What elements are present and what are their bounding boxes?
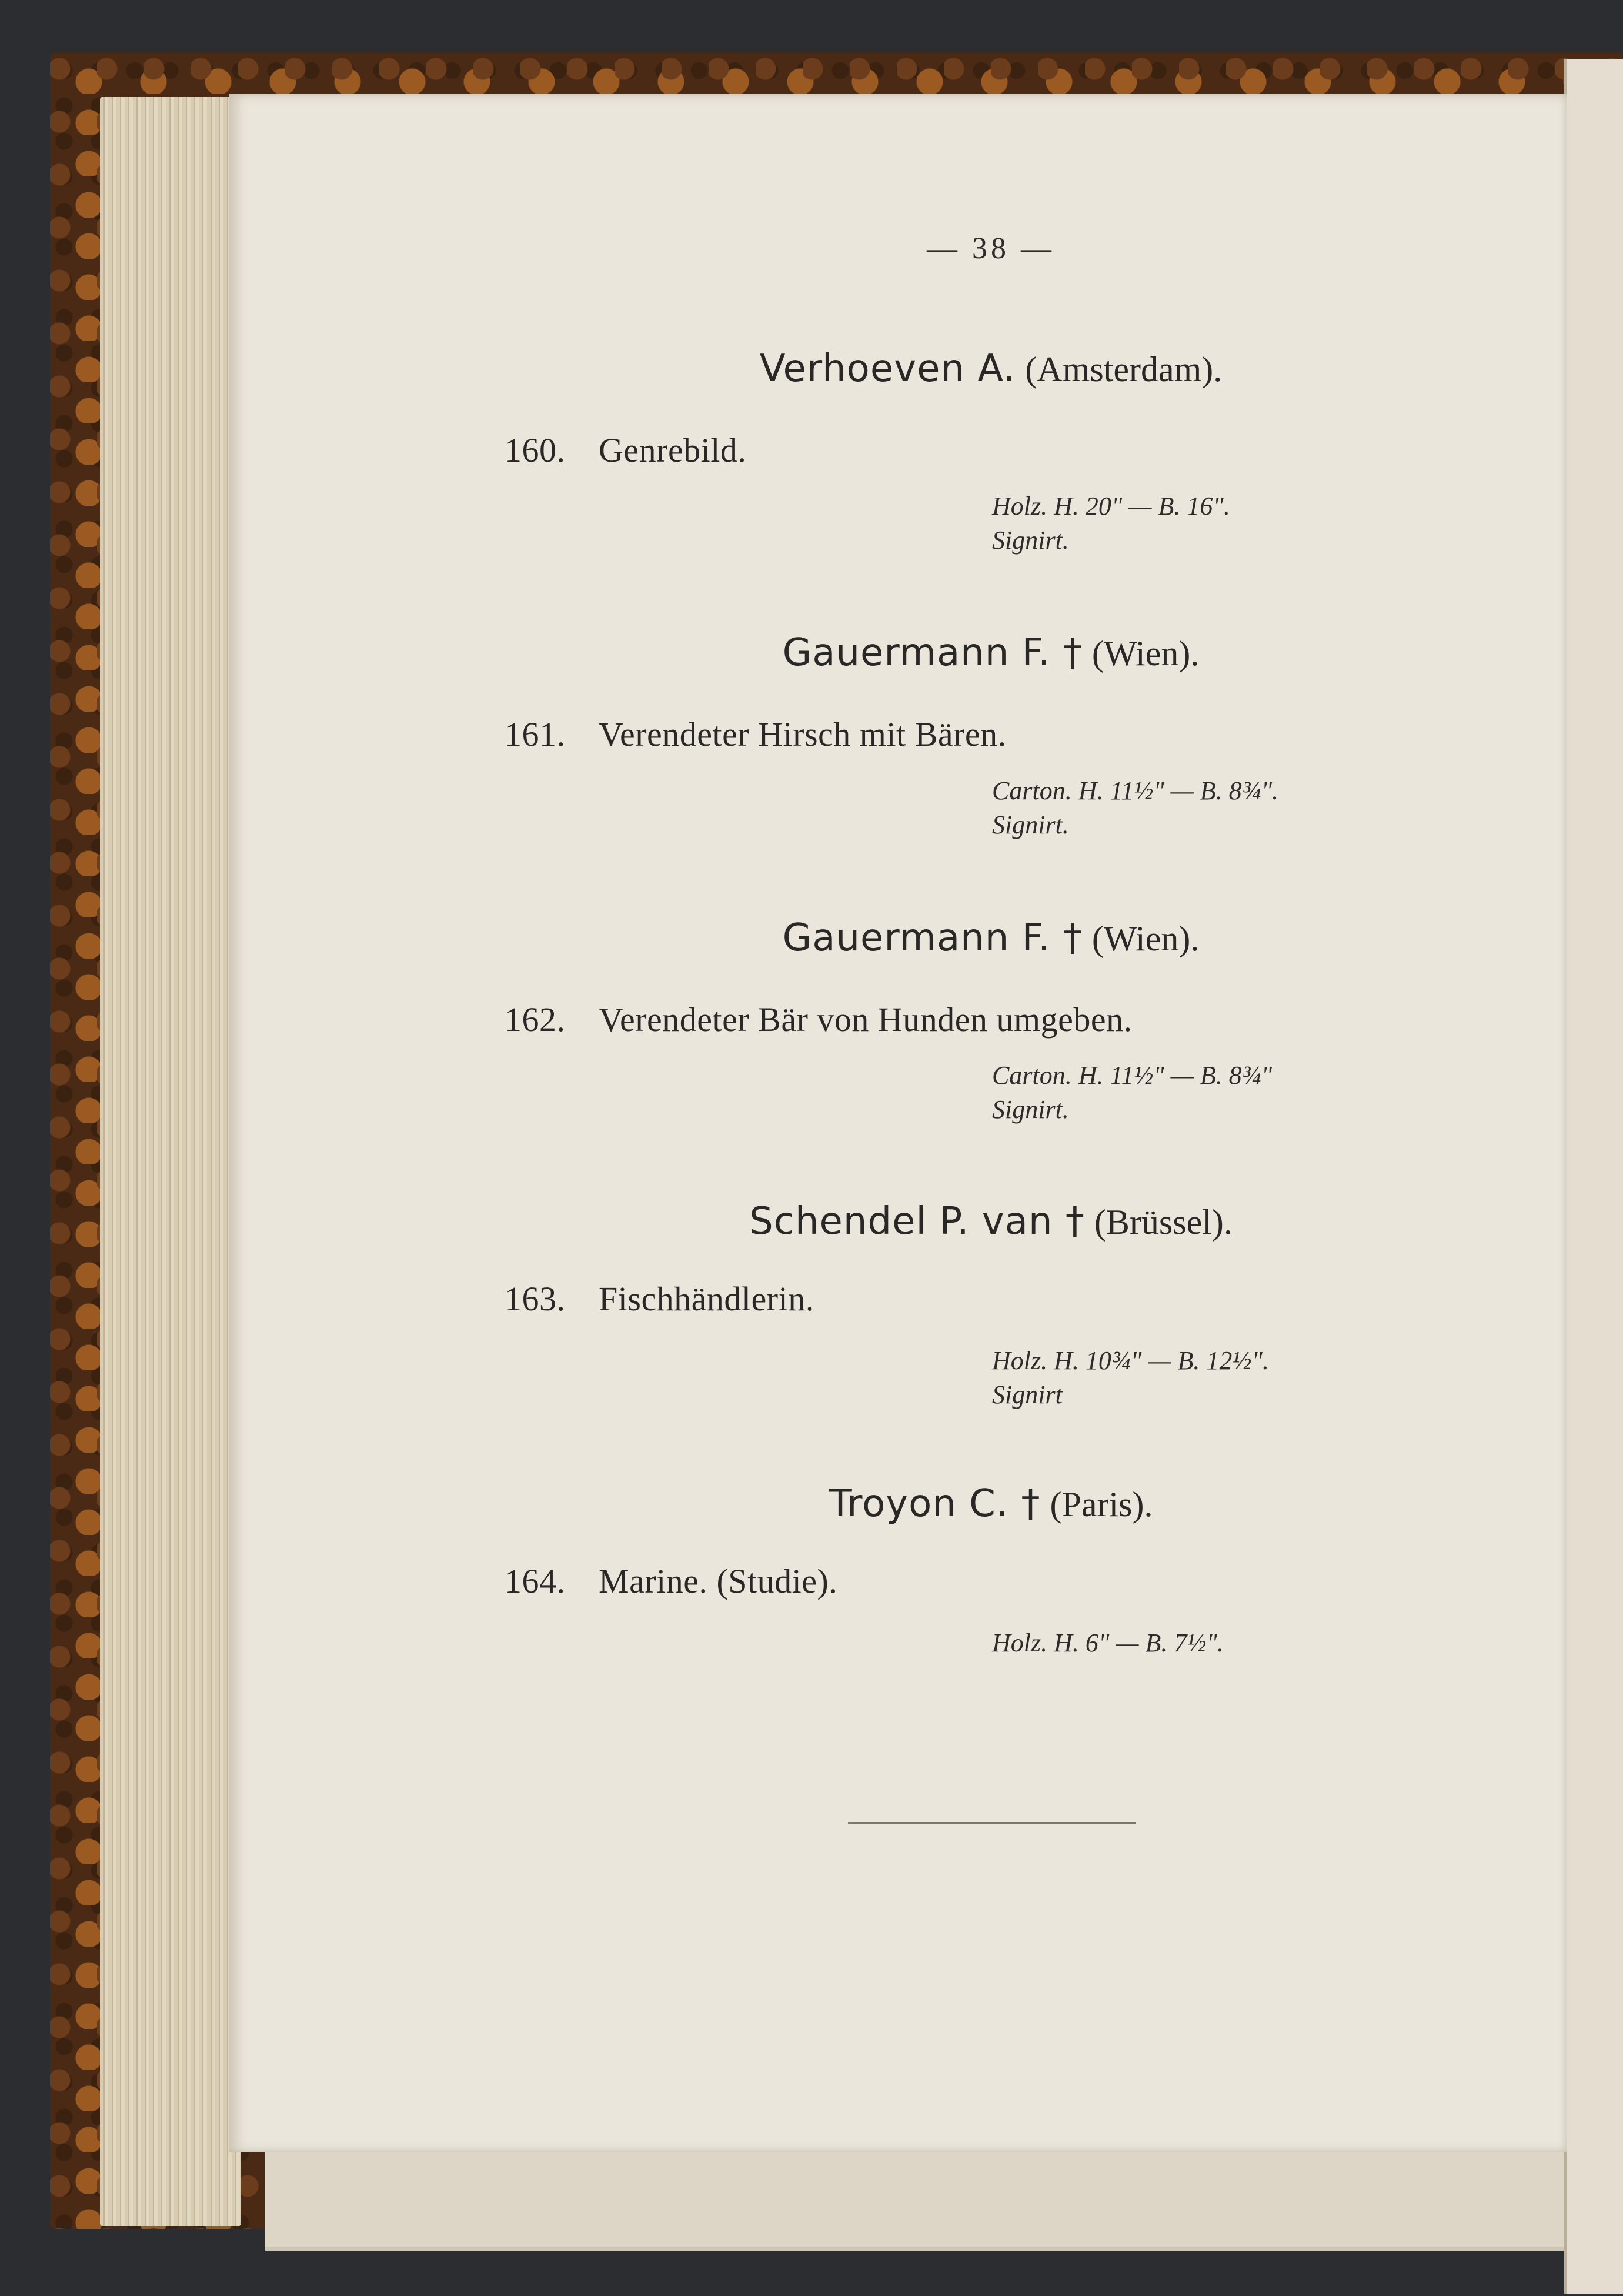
entry-title: Genrebild. bbox=[599, 431, 747, 469]
artist-heading bbox=[0, 1482, 1623, 1526]
artist-name: Schendel P. van † bbox=[749, 1200, 1085, 1243]
entry-title: Fischhändlerin. bbox=[599, 1280, 814, 1318]
catalog-page bbox=[229, 94, 1567, 2152]
entry-number: 162. bbox=[505, 1000, 566, 1039]
artist-city: (Amsterdam). bbox=[1025, 350, 1223, 389]
spec-dimensions: Holz. H. 20" — B. 16". bbox=[992, 492, 1230, 520]
end-rule bbox=[848, 1822, 1136, 1824]
spec-dimensions: Holz. H. 6" — B. 7½". bbox=[992, 1628, 1224, 1657]
artist-city: (Wien). bbox=[1091, 634, 1200, 673]
entry-number: 163. bbox=[505, 1280, 566, 1318]
artist-heading bbox=[0, 347, 1623, 391]
entry-title: Verendeter Hirsch mit Bären. bbox=[599, 715, 1007, 753]
entry-number: 161. bbox=[505, 715, 566, 753]
spec-dimensions: Carton. H. 11½" — B. 8¾" bbox=[992, 1061, 1273, 1090]
catalog-entry bbox=[505, 1279, 814, 1319]
artist-city: (Brüssel). bbox=[1094, 1203, 1233, 1242]
spec-signature: Signirt. bbox=[992, 810, 1069, 839]
facing-page-edge bbox=[1564, 59, 1623, 2294]
spec-dimensions: Holz. H. 10¾" — B. 12½". bbox=[992, 1346, 1269, 1375]
page-number: — 38 — bbox=[927, 232, 1055, 265]
artist-heading bbox=[0, 631, 1623, 675]
entry-spec bbox=[992, 489, 1230, 558]
entry-number: 164. bbox=[505, 1562, 566, 1600]
artist-name: Troyon C. † bbox=[829, 1482, 1041, 1526]
page-edges bbox=[100, 97, 241, 2226]
catalog-entry bbox=[505, 430, 746, 470]
catalog-entry bbox=[505, 1000, 1133, 1039]
entry-spec bbox=[992, 1059, 1272, 1127]
artist-name: Gauermann F. † bbox=[782, 631, 1083, 675]
entry-number: 160. bbox=[505, 431, 566, 469]
entry-spec bbox=[992, 1344, 1269, 1412]
spec-signature: Signirt. bbox=[992, 526, 1069, 555]
spec-signature: Signirt. bbox=[992, 1095, 1069, 1124]
catalog-entry bbox=[505, 715, 1007, 754]
artist-city: (Wien). bbox=[1091, 919, 1200, 958]
artist-name: Verhoeven A. bbox=[759, 347, 1016, 391]
entry-title: Verendeter Bär von Hunden umgeben. bbox=[599, 1000, 1133, 1039]
entry-spec bbox=[992, 1626, 1224, 1660]
spec-signature: Signirt bbox=[992, 1380, 1063, 1409]
entry-spec bbox=[992, 774, 1278, 842]
artist-name: Gauermann F. † bbox=[782, 916, 1083, 960]
catalog-entry bbox=[505, 1561, 837, 1601]
entry-title: Marine. (Studie). bbox=[599, 1562, 838, 1600]
spec-dimensions: Carton. H. 11½" — B. 8¾". bbox=[992, 776, 1279, 805]
artist-city: (Paris). bbox=[1050, 1485, 1153, 1524]
artist-heading bbox=[0, 916, 1623, 960]
artist-heading bbox=[0, 1200, 1623, 1243]
